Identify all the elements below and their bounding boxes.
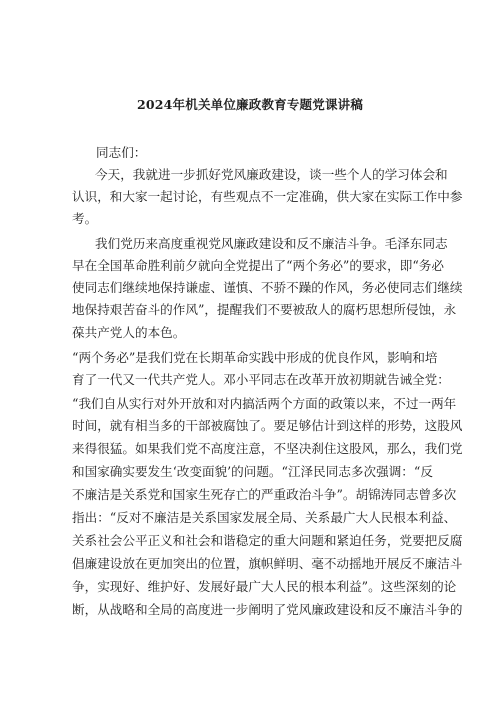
body-line-17: 关系社会公平正义和社会和谐稳定的重大问题和紧迫任务，党要把反腐	[72, 533, 463, 548]
body-line-14: 和国家确实要发生‘改变面貌’的问题。“江泽民同志多次强调：“反	[72, 464, 433, 479]
body-line-16: 指出：“反对不廉洁是关系国家发展全局、关系最广大人民根本利益、	[72, 510, 457, 525]
body-line-10: 育了一代又一代共产党人。邓小平同志在改革开放初期就告诫全党：	[72, 372, 450, 387]
body-line-1: 今天，我就进一步抓好党风廉政建设，谈一些个人的学习体会和	[95, 167, 448, 182]
body-line-5: 早在全国革命胜利前夕就向全党提出了“两个务必”的要求，即“务必	[72, 258, 444, 273]
body-line-2: 认识，和大家一起讨论，有些观点不一定准确，供大家在实际工作中参	[72, 189, 463, 204]
body-line-8: 葆共产党人的本色。	[72, 325, 186, 340]
body-line-9: “两个务必”是我们党在长期革命实践中形成的优良作风，影响和培	[72, 350, 438, 365]
body-line-7: 地保持艰苦奋斗的作风”，提醒我们不要被敌人的腐朽思想所侵蚀，永	[72, 302, 457, 317]
body-line-6: 使同志们继续地保持谦虚、谨慎、不骄不躁的作风，务必使同志们继续	[72, 280, 463, 295]
body-line-3: 考。	[72, 211, 98, 226]
document-title: 2024年机关单位廉政教育专题党课讲稿	[136, 97, 364, 112]
body-line-18: 倡廉建设放在更加突出的位置，旗帜鲜明、毫不动摇地开展反不廉洁斗	[72, 556, 463, 571]
body-line-12: 时间，就有相当多的干部被腐蚀了。要足够估计到这样的形势，这股风	[72, 418, 463, 433]
body-line-19: 争，实现好、维护好、发展好最广大人民的根本利益”。这些深刻的论	[72, 579, 457, 594]
body-line-20: 断，从战略和全局的高度进一步阐明了党风廉政建设和反不廉洁斗争的	[72, 602, 463, 617]
body-line-4: 我们党历来高度重视党风廉政建设和反不廉洁斗争。毛泽东同志	[95, 236, 448, 251]
salutation-line: 同志们：	[96, 145, 147, 160]
body-line-15: 不廉洁是关系党和国家生死存亡的严重政治斗争”。胡锦涛同志曾多次	[72, 487, 457, 502]
body-line-13: 来得很猛。如果我们党不高度注意，不坚决刹住这股风，那么，我们党	[72, 441, 463, 456]
body-line-11: “我们自从实行对外开放和对内搞活两个方面的政策以来，不过一两年	[72, 396, 457, 411]
